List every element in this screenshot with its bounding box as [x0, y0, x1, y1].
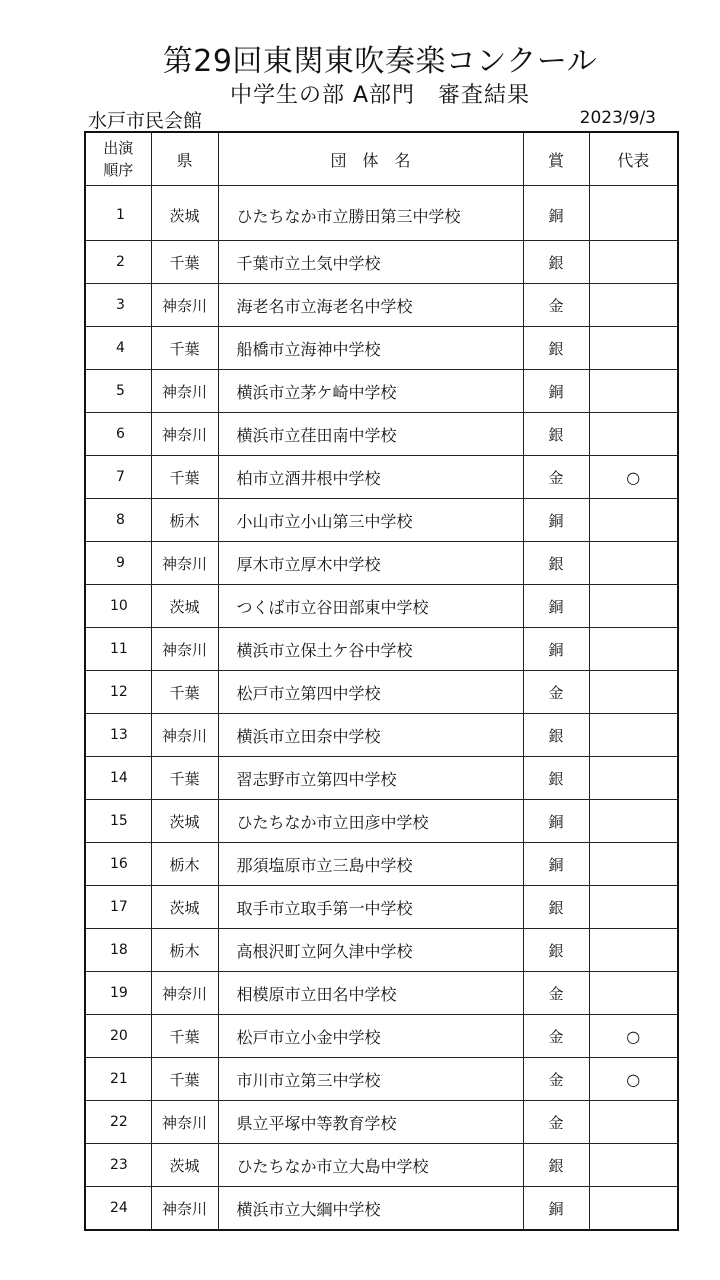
table-row — [85, 370, 678, 413]
cell-prefecture: 神奈川 — [151, 413, 218, 456]
cell-award: 金 — [523, 972, 589, 1015]
table-row — [85, 671, 678, 714]
cell-name: 横浜市立保土ケ谷中学校 — [218, 628, 523, 671]
cell-representative — [589, 241, 678, 284]
cell-prefecture: 神奈川 — [151, 1101, 218, 1144]
cell-award: 金 — [523, 284, 589, 327]
cell-name: 千葉市立土気中学校 — [218, 241, 523, 284]
cell-order: 5 — [85, 370, 151, 413]
cell-prefecture: 神奈川 — [151, 542, 218, 585]
column-header-representative: 代表 — [589, 132, 678, 186]
cell-name: 船橋市立海神中学校 — [218, 327, 523, 370]
table-row — [85, 1144, 678, 1187]
cell-name: 取手市立取手第一中学校 — [218, 886, 523, 929]
cell-order: 21 — [85, 1058, 151, 1101]
cell-award: 銀 — [523, 241, 589, 284]
cell-order: 8 — [85, 499, 151, 542]
column-header-order-label: 出演 順序 — [103, 139, 134, 179]
cell-prefecture: 茨城 — [151, 886, 218, 929]
table-row — [85, 499, 678, 542]
table-row — [85, 628, 678, 671]
page-subtitle: 中学生の部 A部門 審査結果 — [229, 83, 531, 108]
cell-representative: ○ — [589, 456, 678, 499]
cell-representative — [589, 186, 678, 241]
cell-order: 22 — [85, 1101, 151, 1144]
cell-order: 1 — [85, 186, 151, 241]
cell-prefecture: 神奈川 — [151, 972, 218, 1015]
cell-name: 県立平塚中等教育学校 — [218, 1101, 523, 1144]
column-header-prefecture: 県 — [151, 132, 218, 186]
cell-representative — [589, 714, 678, 757]
table-row — [85, 542, 678, 585]
cell-order: 14 — [85, 757, 151, 800]
cell-representative — [589, 671, 678, 714]
table-row — [85, 585, 678, 628]
cell-award: 銅 — [523, 800, 589, 843]
cell-representative: ○ — [589, 1015, 678, 1058]
cell-name: 松戸市立小金中学校 — [218, 1015, 523, 1058]
cell-order: 10 — [85, 585, 151, 628]
cell-name: 高根沢町立阿久津中学校 — [218, 929, 523, 972]
cell-award: 銅 — [523, 186, 589, 241]
cell-order: 15 — [85, 800, 151, 843]
cell-order: 4 — [85, 327, 151, 370]
cell-representative — [589, 413, 678, 456]
cell-representative — [589, 542, 678, 585]
table-row — [85, 714, 678, 757]
table-row — [85, 800, 678, 843]
cell-award: 金 — [523, 1101, 589, 1144]
cell-prefecture: 神奈川 — [151, 284, 218, 327]
column-header-award: 賞 — [523, 132, 589, 186]
column-header-name: 団 体 名 — [218, 132, 523, 186]
venue-label: 水戸市民会館 — [88, 110, 203, 132]
cell-prefecture: 千葉 — [151, 757, 218, 800]
cell-award: 銀 — [523, 757, 589, 800]
cell-representative — [589, 929, 678, 972]
cell-order: 19 — [85, 972, 151, 1015]
cell-representative — [589, 327, 678, 370]
cell-prefecture: 千葉 — [151, 241, 218, 284]
cell-order: 13 — [85, 714, 151, 757]
cell-representative: ○ — [589, 1058, 678, 1101]
cell-prefecture: 茨城 — [151, 800, 218, 843]
cell-award: 金 — [523, 1015, 589, 1058]
cell-representative — [589, 284, 678, 327]
cell-prefecture: 神奈川 — [151, 1187, 218, 1231]
cell-award: 銅 — [523, 1187, 589, 1231]
cell-representative — [589, 1187, 678, 1231]
cell-representative — [589, 843, 678, 886]
cell-award: 銅 — [523, 843, 589, 886]
cell-award: 銀 — [523, 714, 589, 757]
cell-award: 銅 — [523, 585, 589, 628]
table-row — [85, 186, 678, 241]
cell-name: 小山市立小山第三中学校 — [218, 499, 523, 542]
date-label: 2023/9/3 — [579, 108, 656, 128]
cell-award: 金 — [523, 456, 589, 499]
cell-representative — [589, 585, 678, 628]
cell-name: ひたちなか市立田彦中学校 — [218, 800, 523, 843]
cell-order: 6 — [85, 413, 151, 456]
cell-name: 横浜市立荏田南中学校 — [218, 413, 523, 456]
table-row — [85, 1015, 678, 1058]
table-row — [85, 456, 678, 499]
cell-name: 横浜市立茅ケ崎中学校 — [218, 370, 523, 413]
cell-order: 18 — [85, 929, 151, 972]
cell-name: 松戸市立第四中学校 — [218, 671, 523, 714]
cell-prefecture: 千葉 — [151, 1058, 218, 1101]
cell-prefecture: 茨城 — [151, 585, 218, 628]
cell-prefecture: 千葉 — [151, 671, 218, 714]
cell-prefecture: 茨城 — [151, 1144, 218, 1187]
cell-representative — [589, 370, 678, 413]
cell-representative — [589, 800, 678, 843]
cell-prefecture: 千葉 — [151, 1015, 218, 1058]
results-table — [84, 131, 679, 1231]
column-header-order — [85, 132, 151, 186]
cell-prefecture: 千葉 — [151, 456, 218, 499]
cell-award: 銀 — [523, 886, 589, 929]
cell-order: 2 — [85, 241, 151, 284]
table-row — [85, 413, 678, 456]
table-row — [85, 843, 678, 886]
cell-name: 柏市立酒井根中学校 — [218, 456, 523, 499]
table-row — [85, 1058, 678, 1101]
page-title: 第29回東関東吹奏楽コンクール — [162, 44, 598, 79]
cell-order: 24 — [85, 1187, 151, 1231]
cell-award: 銀 — [523, 929, 589, 972]
cell-representative — [589, 499, 678, 542]
cell-representative — [589, 757, 678, 800]
table-header-row — [85, 132, 678, 186]
cell-order: 16 — [85, 843, 151, 886]
cell-award: 銅 — [523, 628, 589, 671]
cell-prefecture: 神奈川 — [151, 628, 218, 671]
cell-name: 市川市立第三中学校 — [218, 1058, 523, 1101]
cell-award: 銀 — [523, 1144, 589, 1187]
cell-representative — [589, 886, 678, 929]
cell-award: 銀 — [523, 413, 589, 456]
cell-prefecture: 栃木 — [151, 499, 218, 542]
cell-prefecture: 栃木 — [151, 843, 218, 886]
cell-representative — [589, 1101, 678, 1144]
cell-award: 銀 — [523, 327, 589, 370]
cell-award: 銅 — [523, 499, 589, 542]
table-row — [85, 886, 678, 929]
cell-prefecture: 栃木 — [151, 929, 218, 972]
table-row — [85, 929, 678, 972]
table-row — [85, 241, 678, 284]
cell-representative — [589, 1144, 678, 1187]
table-row — [85, 1101, 678, 1144]
table-row — [85, 327, 678, 370]
cell-order: 12 — [85, 671, 151, 714]
cell-name: つくば市立谷田部東中学校 — [218, 585, 523, 628]
cell-order: 7 — [85, 456, 151, 499]
cell-name: 海老名市立海老名中学校 — [218, 284, 523, 327]
table-row — [85, 972, 678, 1015]
cell-name: 那須塩原市立三島中学校 — [218, 843, 523, 886]
cell-prefecture: 茨城 — [151, 186, 218, 241]
cell-prefecture: 神奈川 — [151, 370, 218, 413]
cell-prefecture: 神奈川 — [151, 714, 218, 757]
cell-representative — [589, 972, 678, 1015]
cell-name: 横浜市立田奈中学校 — [218, 714, 523, 757]
table-row — [85, 1187, 678, 1231]
cell-name: ひたちなか市立勝田第三中学校 — [218, 186, 523, 241]
cell-name: 習志野市立第四中学校 — [218, 757, 523, 800]
cell-award: 銀 — [523, 542, 589, 585]
cell-order: 9 — [85, 542, 151, 585]
cell-order: 20 — [85, 1015, 151, 1058]
cell-prefecture: 千葉 — [151, 327, 218, 370]
cell-name: ひたちなか市立大島中学校 — [218, 1144, 523, 1187]
cell-award: 金 — [523, 671, 589, 714]
cell-order: 17 — [85, 886, 151, 929]
cell-award: 銅 — [523, 370, 589, 413]
cell-name: 厚木市立厚木中学校 — [218, 542, 523, 585]
cell-name: 相模原市立田名中学校 — [218, 972, 523, 1015]
cell-representative — [589, 628, 678, 671]
table-row — [85, 757, 678, 800]
cell-award: 金 — [523, 1058, 589, 1101]
cell-order: 3 — [85, 284, 151, 327]
cell-name: 横浜市立大綱中学校 — [218, 1187, 523, 1231]
table-row — [85, 284, 678, 327]
cell-order: 23 — [85, 1144, 151, 1187]
cell-order: 11 — [85, 628, 151, 671]
